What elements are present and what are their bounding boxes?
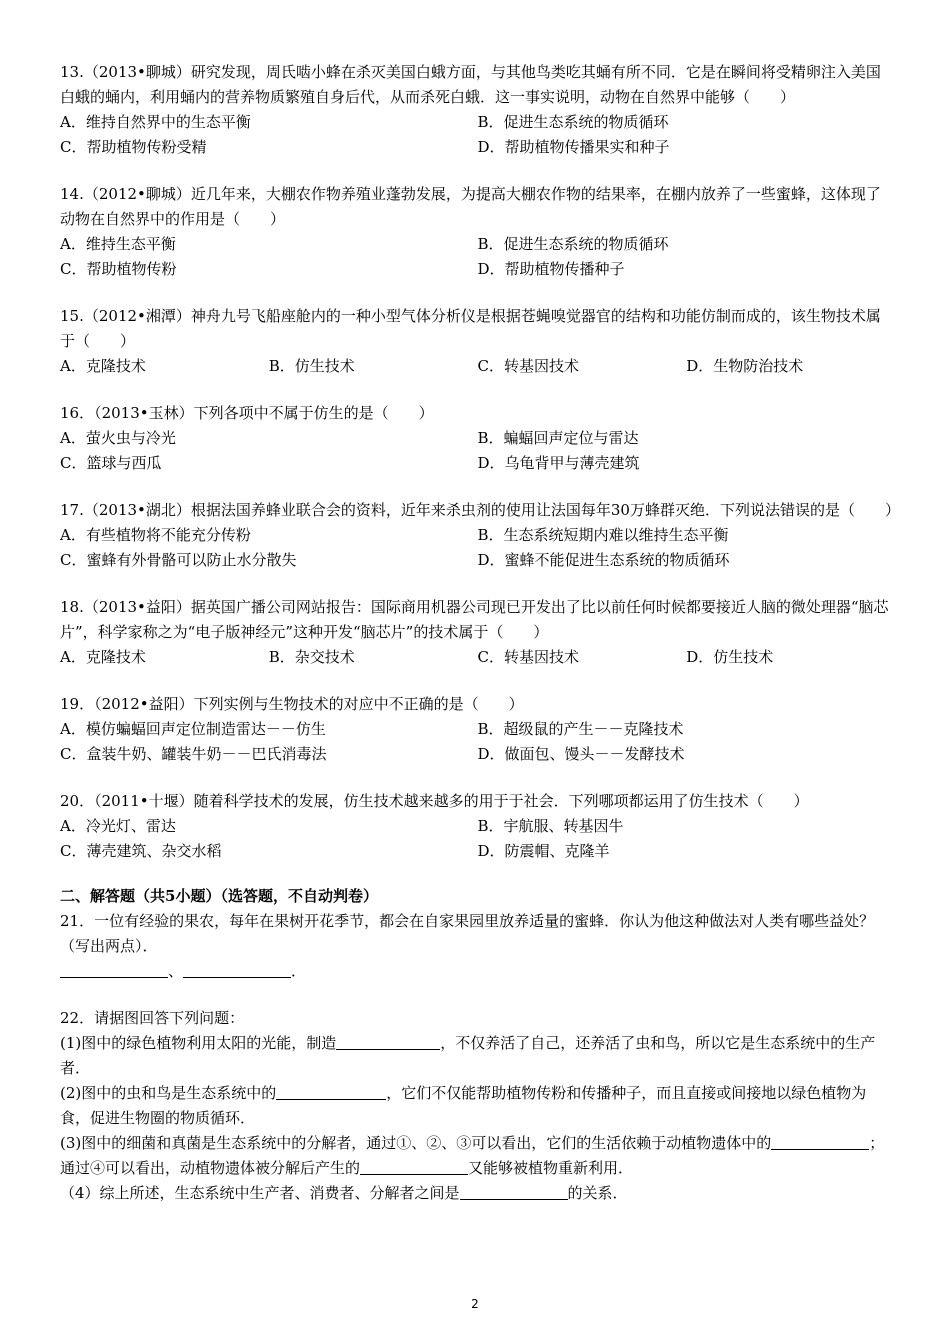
option-b[interactable]: B．杂交技术 xyxy=(268,648,355,666)
section-title: 二、解答题（共5小题）（选答题，不自动判卷） xyxy=(60,887,378,905)
question-19 xyxy=(60,692,895,767)
question-17 xyxy=(60,498,900,573)
options xyxy=(60,814,895,864)
question-stem: 18.（2013•益阳）据英国广播公司网站报告：国际商用机器公司现已开发出了比以前任何时候都要接近人脑的微处理器“脑芯片”，科学家称之为“电子版神经元”这种开发“脑芯片”的技术属于（ ） xyxy=(60,598,889,641)
part-2-text-a: (2)图中的虫和鸟是生态系统中的 xyxy=(60,1084,277,1102)
option-b[interactable]: B．蝙蝠回声定位与雷达 xyxy=(477,429,639,447)
question-stem: 16．（2013•玉林）下列各项中不属于仿生的是（ ） xyxy=(60,404,434,422)
option-a[interactable]: A．克隆技术 xyxy=(60,648,146,666)
option-d[interactable]: D．蜜蜂不能促进生态系统的物质循环 xyxy=(477,551,730,569)
option-b[interactable]: B．超级鼠的产生－－克隆技术 xyxy=(477,720,684,738)
part-3-text-c: 又能够被植物重新利用． xyxy=(468,1159,634,1177)
options xyxy=(60,232,895,282)
answer-blank-2[interactable] xyxy=(183,962,291,978)
option-d[interactable]: D．帮助植物传播种子 xyxy=(477,260,625,278)
part-1-text-a: (1)图中的绿色植物利用太阳的光能，制造 xyxy=(60,1034,337,1052)
page-number: 2 xyxy=(471,1297,479,1311)
option-d[interactable]: D．乌龟背甲与薄壳建筑 xyxy=(477,454,640,472)
part-2 xyxy=(60,1081,895,1131)
option-c[interactable]: C．盒装牛奶、罐装牛奶－－巴氏消毒法 xyxy=(60,745,327,763)
question-stem: 15.（2012•湘潭）神舟九号飞船座舱内的一种小型气体分析仪是根据苍蝇嗅觉器官的结构和功能仿制而成的，该生物技术属于（ ） xyxy=(60,307,881,350)
option-a[interactable]: A．冷光灯、雷达 xyxy=(60,817,176,835)
blank-relationship[interactable] xyxy=(460,1184,568,1200)
options xyxy=(60,717,895,767)
options xyxy=(60,354,895,379)
option-c[interactable]: C．帮助植物传粉受精 xyxy=(60,138,207,156)
question-stem: 21．一位有经验的果农，每年在果树开花季节，都会在自家果园里放养适量的蜜蜂．你认为他这种做法对人类有哪些益处？（写出两点）． xyxy=(60,912,875,955)
part-4 xyxy=(60,1181,895,1206)
part-3-text-a: (3)图中的细菌和真菌是生态系统中的分解者，通过①、②、③可以看出，它们的生活依赖于动植物遗体中的 xyxy=(60,1134,772,1152)
options xyxy=(60,523,895,573)
question-stem: 20．（2011•十堰）随着科学技术的发展，仿生技术越来越多的用于于社会．下列哪项都运用了仿生技术（ ） xyxy=(60,792,809,810)
option-b[interactable]: B．生态系统短期内难以维持生态平衡 xyxy=(477,526,729,544)
option-c[interactable]: C．薄壳建筑、杂交水稻 xyxy=(60,842,222,860)
question-15 xyxy=(60,304,895,379)
blank-consumer[interactable] xyxy=(276,1084,386,1100)
option-c[interactable]: C．转基因技术 xyxy=(477,357,579,375)
question-18 xyxy=(60,595,895,670)
multiple-choice-questions xyxy=(60,60,900,864)
options xyxy=(60,110,895,160)
question-stem: 19．（2012•益阳）下列实例与生物技术的对应中不正确的是（ ） xyxy=(60,695,524,713)
blank-organic-matter[interactable] xyxy=(336,1034,440,1050)
question-stem: 17.（2013•湖北）根据法国养蜂业联合会的资料，近年来杀虫剂的使用让法国每年30万蜂群灭绝．下列说法错误的是（ ） xyxy=(60,501,900,519)
question-16 xyxy=(60,401,895,476)
part-4-text-a: （4）综上所述，生态系统中生产者、消费者、分解者之间是 xyxy=(60,1184,460,1202)
question-22 xyxy=(60,1006,895,1206)
option-b[interactable]: B．促进生态系统的物质循环 xyxy=(477,113,669,131)
question-stem: 14.（2012•聊城）近几年来，大棚农作物养殖业蓬勃发展，为提高大棚农作物的结果率，在棚内放养了一些蜜蜂，这体现了动物在自然界中的作用是（ ） xyxy=(60,185,881,228)
blank-organic-substance-2[interactable] xyxy=(829,1134,869,1150)
option-b[interactable]: B．宇航服、转基因牛 xyxy=(477,817,624,835)
part-2-text-b: ，它们不仅能帮助植物传粉和传播种子，而且直接或间接地以绿色植物为食，促进生物圈的物质循环． xyxy=(60,1084,867,1127)
option-c[interactable]: C．蜜蜂有外骨骼可以防止水分散失 xyxy=(60,551,297,569)
option-d[interactable]: D．做面包、馒头－－发酵技术 xyxy=(477,745,685,763)
question-21 xyxy=(60,909,895,984)
answer-blank-1[interactable] xyxy=(60,962,168,978)
option-c[interactable]: C．篮球与西瓜 xyxy=(60,454,162,472)
exam-page xyxy=(60,60,900,1228)
option-a[interactable]: A．维持自然界中的生态平衡 xyxy=(60,113,251,131)
part-1-text-b: ，不仅养活了自己，还养活了虫和鸟，所以它是生态系统中的生产者． xyxy=(60,1034,876,1077)
blank-inorganic-substance[interactable] xyxy=(360,1159,468,1175)
part-4-text-b: 的关系． xyxy=(567,1184,628,1202)
option-d[interactable]: D．帮助植物传播果实和种子 xyxy=(477,138,670,156)
question-stem: 22．请据图回答下列问题： xyxy=(60,1009,245,1027)
option-a[interactable]: A．模仿蝙蝠回声定位制造雷达－－仿生 xyxy=(60,720,326,738)
options xyxy=(60,645,895,670)
option-b[interactable]: B．促进生态系统的物质循环 xyxy=(477,235,669,253)
options xyxy=(60,426,895,476)
option-b[interactable]: B．仿生技术 xyxy=(268,357,355,375)
option-c[interactable]: C．转基因技术 xyxy=(477,648,579,666)
separator: 、 xyxy=(168,962,184,980)
answer-line xyxy=(60,959,895,984)
question-stem: 13.（2013•聊城）研究发现，周氏啮小蜂在杀灭美国白蛾方面，与其他鸟类吃其蛹有所不同．它是在瞬间将受精卵注入美国白蛾的蛹内，利用蛹内的营养物质繁殖自身后代，从而杀死白蛾．这一事实说明，动物在自然界中能够（ ） xyxy=(60,63,881,106)
option-d[interactable]: D．防震帽、克隆羊 xyxy=(477,842,610,860)
question-20 xyxy=(60,789,895,864)
option-a[interactable]: A．维持生态平衡 xyxy=(60,235,176,253)
part-1 xyxy=(60,1031,895,1081)
answer-section xyxy=(60,884,895,1206)
option-a[interactable]: A．有些植物将不能充分传粉 xyxy=(60,526,251,544)
option-a[interactable]: A．萤火虫与冷光 xyxy=(60,429,176,447)
part-3 xyxy=(60,1131,895,1181)
option-a[interactable]: A．克隆技术 xyxy=(60,357,146,375)
option-d[interactable]: D．生物防治技术 xyxy=(686,357,804,375)
question-14 xyxy=(60,182,895,282)
option-c[interactable]: C．帮助植物传粉 xyxy=(60,260,177,278)
part-3-text-b: ；通过④可以看出，动植物遗体被分解后产生的 xyxy=(60,1134,885,1177)
option-d[interactable]: D．仿生技术 xyxy=(686,648,774,666)
blank-organic-substance-1[interactable] xyxy=(771,1134,829,1150)
end-mark: ． xyxy=(291,962,307,980)
question-13 xyxy=(60,60,895,160)
